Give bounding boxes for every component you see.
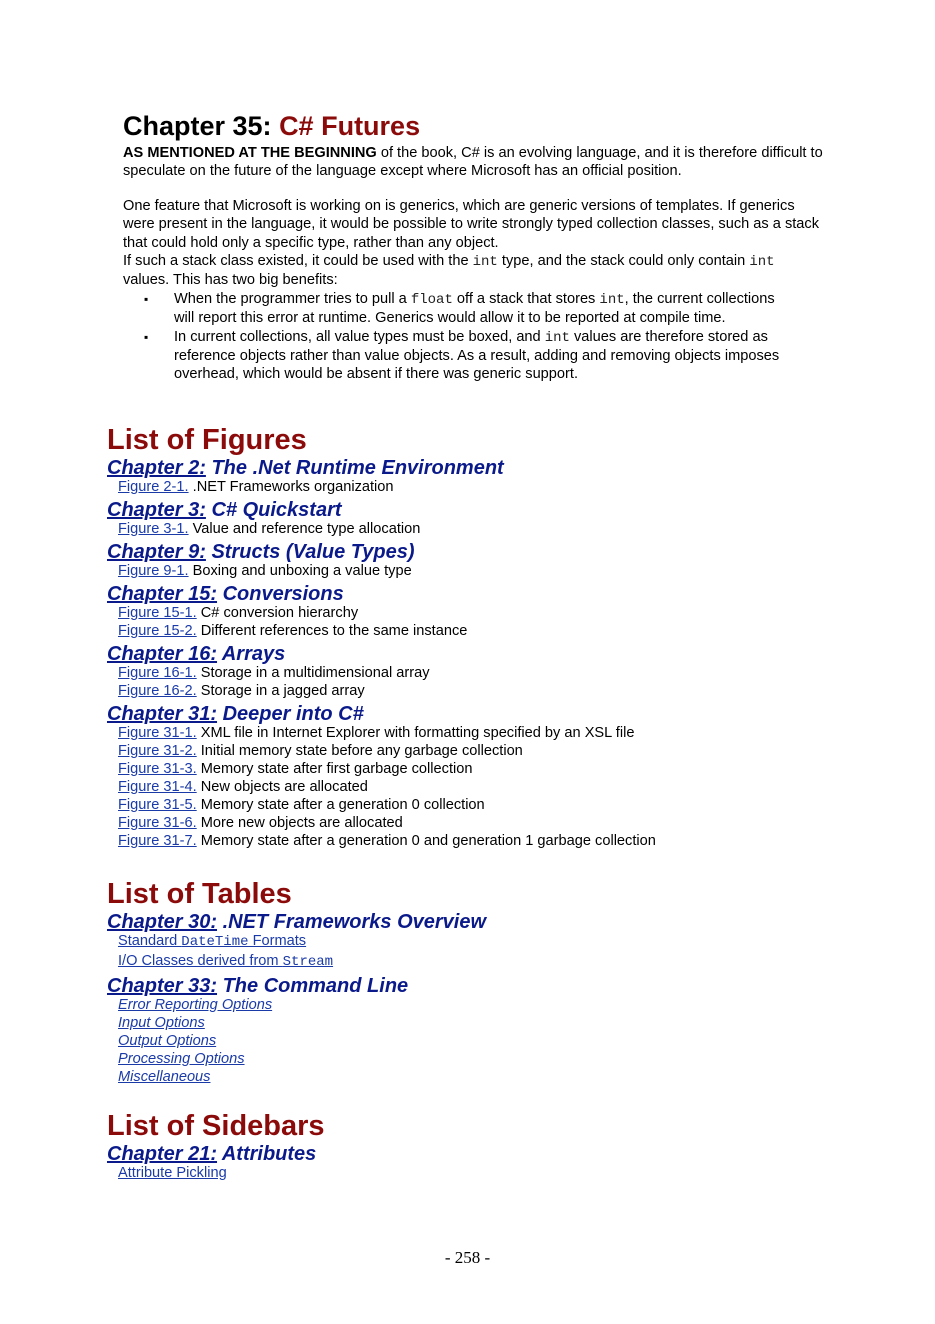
figure-entry (107, 742, 867, 760)
chapter-title: C# Quickstart (211, 499, 342, 521)
chapter-heading (107, 541, 867, 562)
figure-caption: New objects are allocated (200, 779, 368, 795)
tables-list (107, 911, 867, 1086)
stack-text-c: values. This has two big benefits: (123, 272, 338, 289)
chapter-link[interactable]: Chapter 30: (107, 911, 218, 933)
table-entry (107, 1068, 867, 1086)
figure-link[interactable]: Figure 15-1. (118, 605, 197, 621)
table-entry (107, 1050, 867, 1068)
chapter-heading (107, 457, 867, 478)
list-of-tables-heading: List of Tables (107, 878, 292, 910)
benefits-list (123, 290, 783, 383)
figure-entry (107, 520, 867, 538)
stack-paragraph (123, 252, 823, 290)
chapter-heading (107, 1143, 867, 1164)
chapter-link[interactable]: Chapter 21: (107, 1143, 218, 1165)
figure-entry (107, 724, 867, 742)
table-link[interactable]: Input Options (118, 1015, 205, 1031)
chapter-heading (107, 583, 867, 604)
figure-caption: C# conversion hierarchy (200, 605, 359, 621)
figure-entry (107, 664, 867, 682)
chapter-35-title (123, 108, 420, 144)
code-stream: Stream (282, 954, 334, 970)
code-int: int (472, 254, 498, 270)
chapter-title: Deeper into C# (222, 703, 364, 725)
table-entry (107, 996, 867, 1014)
list-of-sidebars-heading: List of Sidebars (107, 1110, 325, 1142)
figure-caption: Different references to the same instance (200, 623, 468, 639)
figure-caption: Memory state after a generation 0 collection (200, 797, 485, 813)
figure-link[interactable]: Figure 15-2. (118, 623, 197, 639)
figure-caption: Storage in a jagged array (200, 683, 365, 699)
table-link-text: Standard (118, 933, 182, 949)
figure-entry (107, 562, 867, 580)
figure-caption: Boxing and unboxing a value type (192, 563, 412, 579)
chapter-link[interactable]: Chapter 15: (107, 583, 218, 605)
chapter-heading (107, 499, 867, 520)
figure-link[interactable]: Figure 31-3. (118, 761, 197, 777)
stack-text-a: If such a stack class existed, it could be used with the (123, 253, 473, 269)
figure-link[interactable]: Figure 31-1. (118, 725, 197, 741)
figure-caption: XML file in Internet Explorer with formatting specified by an XSL file (200, 725, 635, 741)
figure-entry (107, 832, 867, 850)
bullet-text: values are therefore stored as reference objects rather than value objects. As a result, adding and removing objects imposes overhead, which would be absent if there was generic support. (174, 328, 780, 383)
figure-caption: Storage in a multidimensional array (200, 665, 430, 681)
chapter-title: C# Futures (279, 111, 421, 141)
sidebar-link[interactable]: Attribute Pickling (118, 1165, 227, 1181)
chapter-link[interactable]: Chapter 3: (107, 499, 206, 521)
intro-rest: of the book, C# is an evolving language, and it is therefore difficult to speculate on the future of the language except where Microsoft has an official position. (123, 145, 823, 180)
table-link[interactable]: Processing Options (118, 1051, 245, 1067)
sidebar-entry (107, 1164, 867, 1182)
figure-caption: .NET Frameworks organization (192, 479, 394, 495)
chapter-heading (107, 975, 867, 996)
table-link[interactable]: Output Options (118, 1033, 217, 1049)
table-link-text: Formats (248, 933, 307, 949)
benefit-item (123, 290, 783, 328)
bullet-text: In current collections, all value types must be boxed, and (174, 328, 545, 345)
table-entry (107, 932, 867, 952)
code-float: float (410, 292, 453, 308)
figure-link[interactable]: Figure 3-1. (118, 521, 189, 537)
figure-entry (107, 478, 867, 496)
page-number: - 258 - (444, 1248, 491, 1267)
stack-text-b: type, and the stack could only contain (497, 253, 750, 269)
figure-link[interactable]: Figure 16-2. (118, 683, 197, 699)
bullet-text: When the programmer tries to pull a (174, 291, 411, 307)
chapter-title: The Command Line (222, 975, 409, 997)
bullet-text: , the current collections will report this error at runtime. Generics would allow it to be reported at compile time. (174, 291, 775, 327)
figure-caption: More new objects are allocated (200, 815, 403, 831)
table-link[interactable] (118, 933, 306, 949)
table-link[interactable]: Error Reporting Options (118, 997, 273, 1013)
figure-entry (107, 778, 867, 796)
figure-link[interactable]: Figure 31-7. (118, 833, 197, 849)
bullet-text: off a stack that stores (452, 291, 600, 307)
chapter-title: The .Net Runtime Environment (211, 457, 504, 479)
figures-list (107, 457, 867, 850)
chapter-link[interactable]: Chapter 2: (107, 457, 206, 479)
table-link[interactable]: Miscellaneous (118, 1069, 211, 1085)
chapter-link[interactable]: Chapter 9: (107, 541, 206, 563)
figure-entry (107, 796, 867, 814)
chapter-heading (107, 703, 867, 724)
chapter-title: Structs (Value Types) (211, 541, 415, 563)
figure-link[interactable]: Figure 31-4. (118, 779, 197, 795)
figure-caption: Value and reference type allocation (192, 521, 421, 537)
table-entry (107, 1014, 867, 1032)
code-datetime: DateTime (181, 934, 249, 950)
figure-link[interactable]: Figure 31-5. (118, 797, 197, 813)
intro-paragraph (123, 144, 823, 181)
figure-link[interactable]: Figure 9-1. (118, 563, 189, 579)
figure-link[interactable]: Figure 2-1. (118, 479, 189, 495)
table-entry (107, 1032, 867, 1050)
chapter-link[interactable]: Chapter 33: (107, 975, 218, 997)
figure-entry (107, 604, 867, 622)
figure-caption: Memory state after first garbage collection (200, 761, 473, 777)
chapter-title: Conversions (222, 583, 344, 605)
table-link-text: I/O Classes derived from (118, 953, 283, 969)
chapter-heading (107, 643, 867, 664)
code-int: int (599, 292, 625, 308)
table-link[interactable] (118, 953, 333, 969)
chapter-link[interactable]: Chapter 31: (107, 703, 218, 725)
figure-entry (107, 622, 867, 640)
chapter-number: Chapter 35: (123, 111, 272, 141)
intro-lead: AS MENTIONED AT THE BEGINNING (123, 145, 377, 161)
figure-entry (107, 682, 867, 700)
sidebars-list (107, 1143, 867, 1182)
figure-entry (107, 814, 867, 832)
list-of-figures-heading: List of Figures (107, 424, 307, 456)
figure-caption: Initial memory state before any garbage collection (200, 743, 523, 759)
generics-paragraph: One feature that Microsoft is working on is generics, which are generic versions of templates. If generics were present in the language, it would be possible to write strongly typed collection classes, such as a stack that could hold only a specific type, rather than any object. (123, 198, 820, 251)
chapter-title: Attributes (221, 1143, 317, 1165)
code-int: int (544, 329, 570, 346)
chapter-heading (107, 911, 867, 932)
chapter-title: Arrays (221, 643, 286, 665)
figure-link[interactable]: Figure 31-6. (118, 815, 197, 831)
figure-link[interactable]: Figure 16-1. (118, 665, 197, 681)
chapter-title: .NET Frameworks Overview (222, 911, 487, 933)
figure-caption: Memory state after a generation 0 and generation 1 garbage collection (200, 833, 656, 849)
figure-link[interactable]: Figure 31-2. (118, 743, 197, 759)
code-int: int (749, 254, 775, 270)
chapter-link[interactable]: Chapter 16: (107, 643, 218, 665)
figure-entry (107, 760, 867, 778)
table-entry (107, 952, 867, 972)
benefit-item (123, 328, 783, 384)
